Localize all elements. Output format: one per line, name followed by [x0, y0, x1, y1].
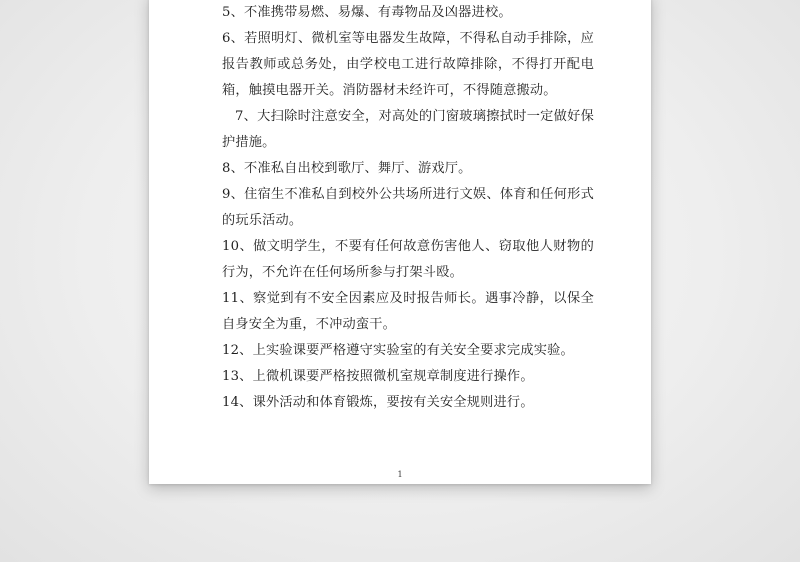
page-number: 1: [397, 470, 403, 479]
paragraph-rule-13: 13、上微机课要严格按照微机室规章制度进行操作。: [222, 369, 534, 384]
paragraph-rule-12: 12、上实验课要严格遵守实验室的有关安全要求完成实验。: [222, 343, 574, 358]
paragraph-rule-10: 10、做文明学生，不要有任何故意伤害他人、窃取他人财物的行为，不允许在任何场所参与打架斗殴。: [222, 239, 594, 280]
paragraph-rule-11: 11、察觉到有不安全因素应及时报告师长。遇事冷静，以保全自身安全为重，不冲动蛮干。: [222, 291, 594, 332]
paragraph-rule-6: 6、若照明灯、微机室等电器发生故障，不得私自动手排除，应报告教师或总务处，由学校电工进行故障排除，不得打开配电箱，触摸电器开关。消防器材未经许可，不得随意搬动。: [222, 31, 594, 98]
document-page: [149, 0, 651, 484]
paragraph-rule-5: 5、不准携带易燃、易爆、有毒物品及凶器进校。: [222, 5, 512, 20]
paragraph-rule-7: 7、大扫除时注意安全，对高处的门窗玻璃擦拭时一定做好保护措施。: [222, 109, 594, 150]
document-body: [222, 0, 594, 416]
paragraph-rule-8: 8、不准私自出校到歌厅、舞厅、游戏厅。: [222, 161, 472, 176]
paragraph-rule-9: 9、住宿生不准私自到校外公共场所进行文娱、体育和任何形式的玩乐活动。: [222, 187, 594, 228]
paragraph-rule-14: 14、课外活动和体育锻炼，要按有关安全规则进行。: [222, 395, 534, 410]
